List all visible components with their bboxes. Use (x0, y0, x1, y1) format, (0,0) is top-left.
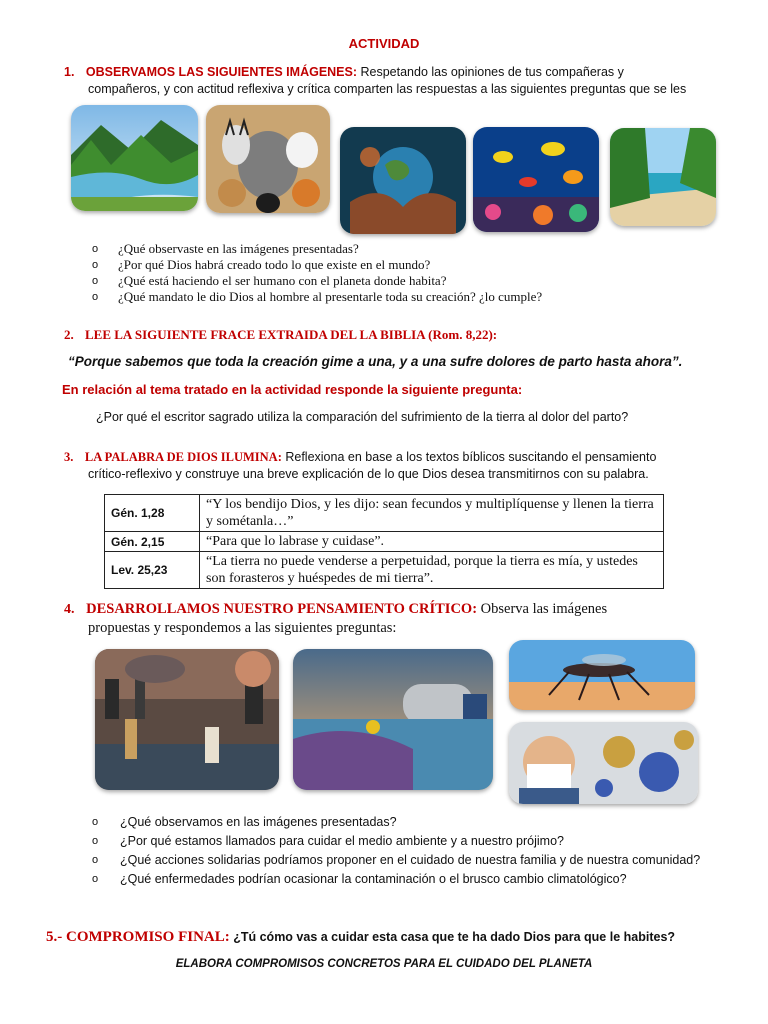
bullet-marker: o (92, 275, 99, 287)
section-5-line (46, 928, 746, 946)
bullet-marker: o (92, 854, 99, 866)
bullet-marker: o (92, 816, 99, 828)
section-3-heading: LA PALABRA DE DIOS ILUMINA: (84, 450, 282, 464)
section-5-question: ¿Tú cómo vas a cuidar esta casa que te ha dado Dios para que le habites? (229, 930, 676, 944)
list-item: o ¿Por qué Dios habrá creado todo lo que existe en el mundo? (92, 257, 431, 272)
table-row (105, 532, 664, 552)
section-2-question: ¿Por qué el escritor sagrado utiliza la comparación del sufrimiento de la tierra al dolor del parto? (96, 410, 629, 424)
reference-cell: Lev. 25,23 (105, 552, 200, 589)
page-title: ACTIVIDAD (348, 36, 420, 51)
section-1-heading: OBSERVAMOS LAS SIGUIENTES IMÁGENES: (85, 65, 358, 79)
section-3-text: Reflexiona en base a los textos bíblicos suscitando el pensamiento (281, 450, 657, 464)
table-row (105, 495, 664, 532)
section-1-intro (64, 64, 714, 81)
list-item: o ¿Por qué estamos llamados para cuidar el medio ambiente y a nuestro prójimo? (92, 834, 564, 848)
list-item: o ¿Qué está haciendo el ser humano con el planeta donde habita? (92, 273, 447, 288)
section-4-number: 4. (64, 602, 75, 617)
list-item: o ¿Qué acciones solidarias podríamos proponer en el cuidado de nuestra familia y de nuestra comunidad? (92, 853, 701, 867)
tropical-beach-image (610, 128, 716, 226)
closing-instruction: ELABORA COMPROMISOS CONCRETOS PARA EL CUIDADO DEL PLANETA (175, 958, 593, 970)
verse-cell: “La tierra no puede venderse a perpetuidad, porque la tierra es mía, y ustedes son forasteros y huéspedes de mi tierra”. (200, 552, 664, 589)
reference-cell: Gén. 1,28 (105, 495, 200, 532)
section-4-questions (92, 814, 703, 890)
reference-cell: Gén. 2,15 (105, 532, 200, 552)
bullet-marker: o (92, 243, 99, 255)
verse-cell: “Para que lo labrase y cuidase”. (200, 532, 664, 552)
list-item: o ¿Qué observaste en las imágenes presentadas? (92, 241, 359, 256)
section-3-number: 3. (64, 450, 74, 464)
section-5-heading: 5.- COMPROMISO FINAL: (46, 929, 230, 945)
person-sneezing-virus-image (509, 722, 698, 804)
mosquito-image (509, 640, 695, 710)
section-1-number: 1. (64, 65, 75, 79)
section-1-text-line2: compañeros, y con actitud reflexiva y crítica comparten las respuestas a las siguientes preguntas que se les (88, 82, 687, 96)
table-row (105, 552, 664, 589)
verse-cell: “Y los bendijo Dios, y les dijo: sean fecundos y multiplíquense y llenen la tierra y sométanla…” (200, 495, 664, 532)
section-3-intro (64, 450, 714, 465)
section-3-text-line2: crítico-reflexivo y construye una breve explicación de lo que Dios desea transmitirnos con su palabra. (88, 467, 649, 481)
bullet-marker: o (92, 259, 99, 271)
river-landscape-image (71, 105, 198, 211)
polluted-landscape-children-image (95, 649, 279, 790)
section-2-heading: LEE LA SIGUIENTE FRACE EXTRAIDA DEL LA BIBLIA (Rom. 8,22): (85, 327, 498, 342)
bullet-marker: o (92, 291, 99, 303)
oil-spill-tanker-truck-image (293, 649, 493, 790)
section-4-heading: DESARROLLAMOS NUESTRO PENSAMIENTO CRÍTICO: (86, 601, 478, 617)
section-2-number: 2. (64, 327, 74, 342)
bible-quote: “Porque sabemos que toda la creación gime a una, y a una sufre dolores de parto hasta ahora”. (68, 354, 683, 369)
list-item: o ¿Qué observamos en las imágenes presentadas? (92, 815, 397, 829)
list-item: o ¿Qué mandato le dio Dios al hombre al presentarle toda su creación? ¿lo cumple? (92, 289, 543, 304)
bible-references-table (104, 494, 664, 589)
bullet-marker: o (92, 835, 99, 847)
list-item: o ¿Qué enfermedades podrían ocasionar la contaminación o el brusco cambio climatológico? (92, 872, 627, 886)
section-1-text: Respetando las opiniones de tus compañeras y (357, 65, 624, 79)
coral-reef-fish-image (473, 127, 599, 232)
bullet-marker: o (92, 873, 99, 885)
section-4-text: Observa las imágenes (477, 601, 608, 617)
section-2-heading-line (64, 327, 724, 343)
section-4-intro (64, 601, 724, 618)
section-4-text-line2: propuestas y respondemos a las siguientes preguntas: (88, 620, 397, 636)
hands-holding-earth-image (340, 127, 466, 234)
group-of-animals-image (206, 105, 330, 213)
section-1-questions (92, 241, 712, 305)
section-2-instruction: En relación al tema tratado en la actividad responde la siguiente pregunta: (62, 382, 523, 397)
